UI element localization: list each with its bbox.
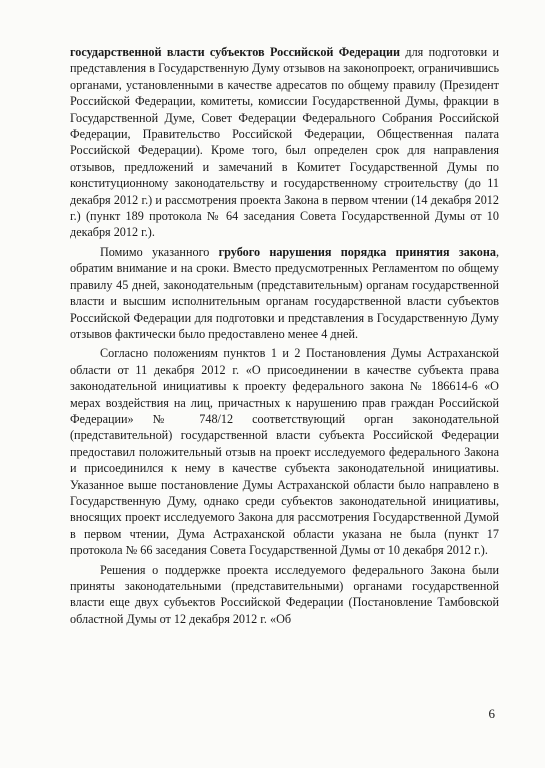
paragraph-2 (70, 244, 499, 342)
paragraph-3 (70, 345, 499, 558)
paragraph-4 (70, 562, 499, 628)
paragraph-3-text: Согласно положениям пунктов 1 и 2 Постановления Думы Астраханской области от 11 декабря 2012 г. «О присоединении в качестве субъекта права законодательной инициативы к проекту федерального закона № 186614-6 «О мерах воздействия на лиц, причастных к нарушению прав граждан Российской Федерации» № 748/12 соответствующий орган законодательной (представительной) государственной власти субъекта Российской Федерации предоставил положительный отзыв на проект исследуемого федерального Закона и присоединился к нему в качестве субъекта законодательной инициативы. Указанное выше постановление Думы Астраханской области было направлено в Государственную Думу, однако среди субъектов законодательной инициативы, вносящих проект исследуемого Закона для рассмотрения Государственной Думой в первом чтении, Дума Астраханской области указана не была (пункт 17 протокола № 66 заседания Совета Государственной Думы от 10 декабря 2012 г.). (70, 346, 499, 558)
paragraph-1 (70, 44, 499, 241)
paragraph-2-lead: Помимо указанного (100, 244, 219, 259)
paragraph-2-text: , обратим внимание и на сроки. Вместо предусмотренных Регламентом по общему правилу 45 дней, законодательным (представительным) органам государственной власти и высшим исполнительным органам государственной власти субъектов Российской Федерации для подготовки и представления в Государственную Думу отзывов фактически было предоставлено менее 4 дней. (70, 244, 499, 341)
page-number: 6 (488, 706, 495, 721)
paragraph-2-bold: грубого нарушения порядка принятия закона (218, 244, 496, 259)
paragraph-4-text: Решения о поддержке проекта исследуемого федерального Закона были приняты законодательными (представительными) органами государственной власти еще двух субъектов Российской Федерации (Постановление Тамбовской областной Думы от 12 декабря 2012 г. «Об (70, 562, 499, 626)
paragraph-1-text: для подготовки и представления в Государственную Думу отзывов на законопроект, ограничившись органами, установленными в качестве адресатов по общему правилу (Президент Российской Федерации, комитеты, комиссии Государственной Думы, фракции в Государственной Думе, Совет Федерации Федерального Собрания Российской Федерации, Правительство Российской Федерации, Общественная палата Российской Федерации). Кроме того, был определен срок для направления отзывов, предложений и замечаний в Комитет Государственной Думы по конституционному законодательству и государственному строительству (до 11 декабря 2012 г.) и рассмотрения проекта Закона в первом чтении (14 декабря 2012 г.) (пункт 189 протокола № 64 заседания Совета Государственной Думы от 10 декабря 2012 г.). (70, 45, 500, 240)
paragraph-1-bold-lead: государственной власти субъектов Российской Федерации (70, 45, 401, 59)
